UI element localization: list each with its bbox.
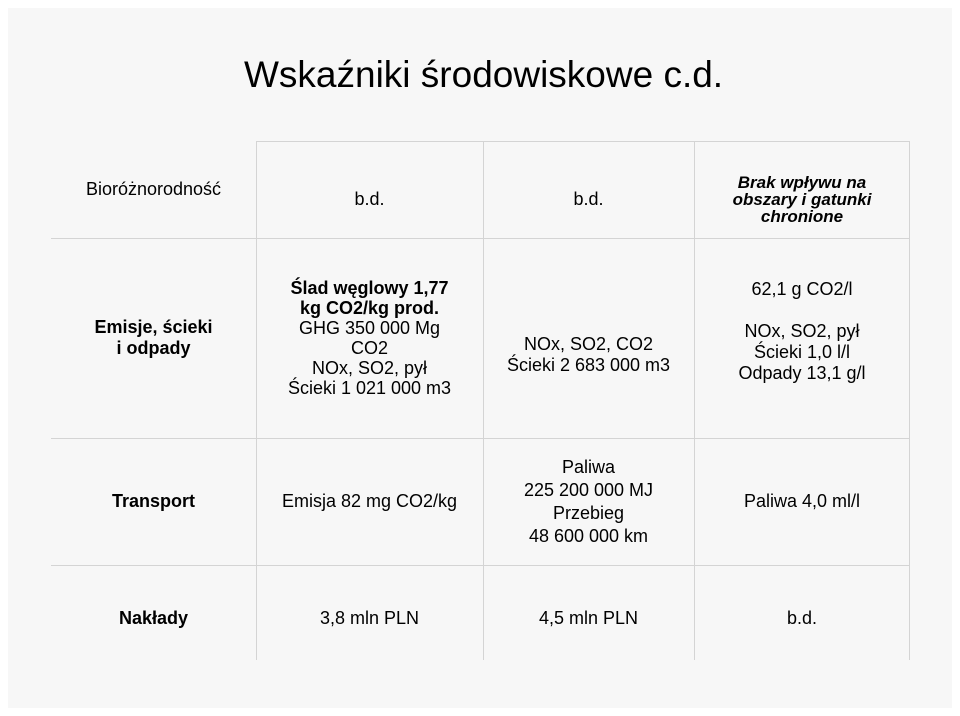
- table-cell: [256, 238, 483, 438]
- table-cell: [483, 438, 694, 565]
- cell-line: chronione: [760, 207, 844, 226]
- row-label: Transport: [111, 491, 195, 511]
- cell-line: NOx, SO2, pył: [311, 358, 427, 378]
- cell-line: kg CO2/kg prod.: [299, 298, 439, 318]
- cell-line: GHG 350 000 Mg: [298, 318, 441, 338]
- table-cell: [694, 141, 910, 238]
- cell-value: b.d.: [786, 608, 818, 628]
- table-row-header: [51, 438, 256, 565]
- cell-value: 3,8 mln PLN: [319, 608, 420, 628]
- cell-line: Ścieki 1 021 000 m3: [287, 378, 452, 398]
- row-label: Bioróżnorodność: [85, 179, 222, 199]
- cell-line: Ścieki 1,0 l/l: [753, 341, 851, 362]
- indicators-table: [51, 141, 910, 660]
- table-cell: [256, 438, 483, 565]
- cell-line: CO2: [350, 338, 388, 358]
- cell-line: Brak wpływu na: [737, 173, 867, 192]
- cell-value: b.d.: [573, 189, 604, 209]
- cell-line: 225 200 000 MJ: [523, 479, 654, 500]
- cell-line: NOx, SO2, CO2: [523, 334, 654, 354]
- cell-value: 4,5 mln PLN: [538, 608, 639, 628]
- table-row-header: [51, 565, 256, 660]
- cell-line: Paliwa: [561, 456, 616, 477]
- table-cell: [694, 238, 910, 438]
- cell-line: obszary i gatunki: [732, 190, 872, 209]
- cell-line: Odpady 13,1 g/l: [738, 362, 866, 383]
- cell-line: Ślad węglowy 1,77: [290, 278, 449, 298]
- table-cell: [483, 141, 694, 238]
- table-cell: [256, 565, 483, 660]
- row-label: Nakłady: [118, 608, 189, 628]
- cell-line: NOx, SO2, pył: [744, 320, 860, 341]
- cell-value: Emisja 82 mg CO2/kg: [281, 491, 458, 511]
- table-cell: [256, 141, 483, 238]
- cell-line: 62,1 g CO2/l: [751, 278, 853, 299]
- cell-line: Przebieg: [552, 502, 625, 523]
- cell-value: b.d.: [354, 189, 385, 209]
- table-cell: [483, 238, 694, 438]
- cell-line: 48 600 000 km: [528, 525, 649, 546]
- table-row-header: [51, 141, 256, 238]
- table-cell: [694, 565, 910, 660]
- cell-line: Ścieki 2 683 000 m3: [506, 355, 671, 375]
- cell-value: Paliwa 4,0 ml/l: [743, 491, 861, 511]
- table-cell: [483, 565, 694, 660]
- table-row-header: [51, 238, 256, 438]
- table-cell: [694, 438, 910, 565]
- slide-title: Wskaźniki środowiskowe c.d.: [244, 54, 724, 95]
- row-label: Emisje, ścieki i odpady: [94, 317, 213, 358]
